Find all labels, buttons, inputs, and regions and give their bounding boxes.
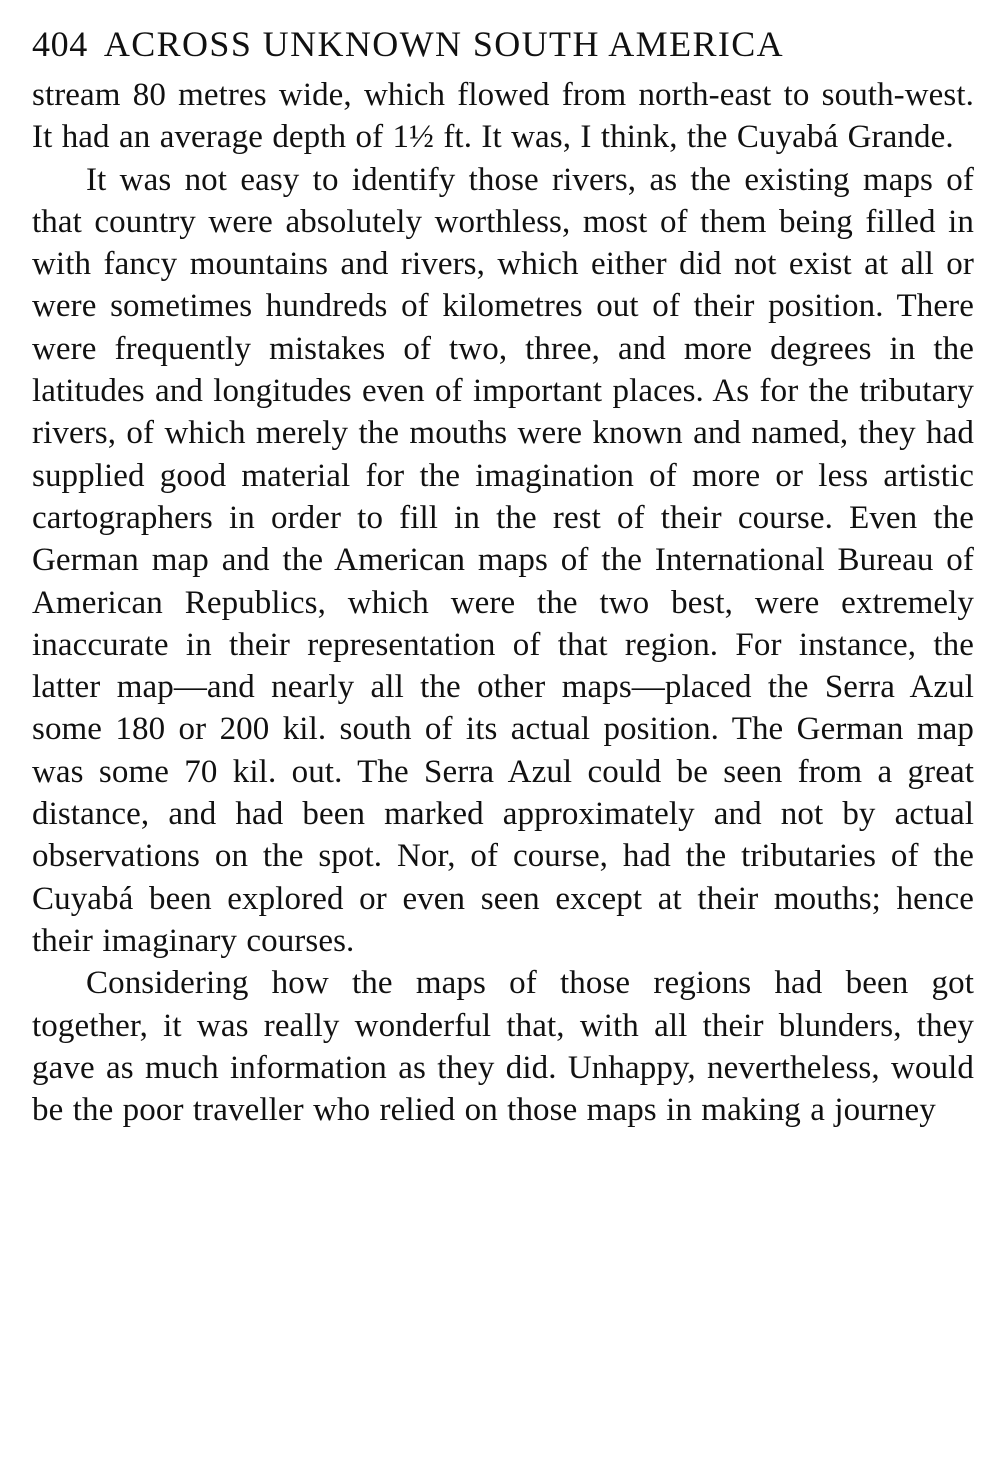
book-page [32, 22, 974, 1131]
paragraph-considering: Considering how the maps of those regions had been got together, it was really wonderful that, with all their blunders, they gave as much information as they did. Unhappy, nevertheless, would be the poor traveller who relied on those maps in making a journey [32, 965, 974, 1129]
page-number: 404 [32, 24, 88, 64]
page-header [32, 22, 974, 66]
running-title: ACROSS UNKNOWN SOUTH AMERICA [103, 24, 785, 64]
paragraph-maps: It was not easy to identify those rivers, as the existing maps of that country were absolutely worthless, most of them being filled in with fancy mountains and rivers, which either did not exist at all or were sometimes hundreds of kilometres out of their position. There were frequently mistakes of two, three, and more degrees in the latitudes and longitudes even of important places. As for the tributary rivers, of which merely the mouths were known and named, they had supplied good material for the imagination of more or less artistic cartographers in order to fill in the rest of their course. Even the German map and the American maps of the International Bureau of American Republics, which were the two best, were extremely inaccurate in their representation of that region. For instance, the latter map—and nearly all the other maps—placed the Serra Azul some 180 or 200 kil. south of its actual position. The German map was some 70 kil. out. The Serra Azul could be seen from a great distance, and had been marked approximately and not by actual observations on the spot. Nor, of course, had the tributaries of the Cuyabá been explored or even seen except at their mouths; hence their imaginary courses. [32, 161, 974, 959]
body-text [32, 74, 974, 1131]
paragraph-continued: stream 80 metres wide, which flowed from north-east to south-west. It had an average depth of 1½ ft. It was, I think, the Cuyabá Grande. [32, 77, 974, 156]
